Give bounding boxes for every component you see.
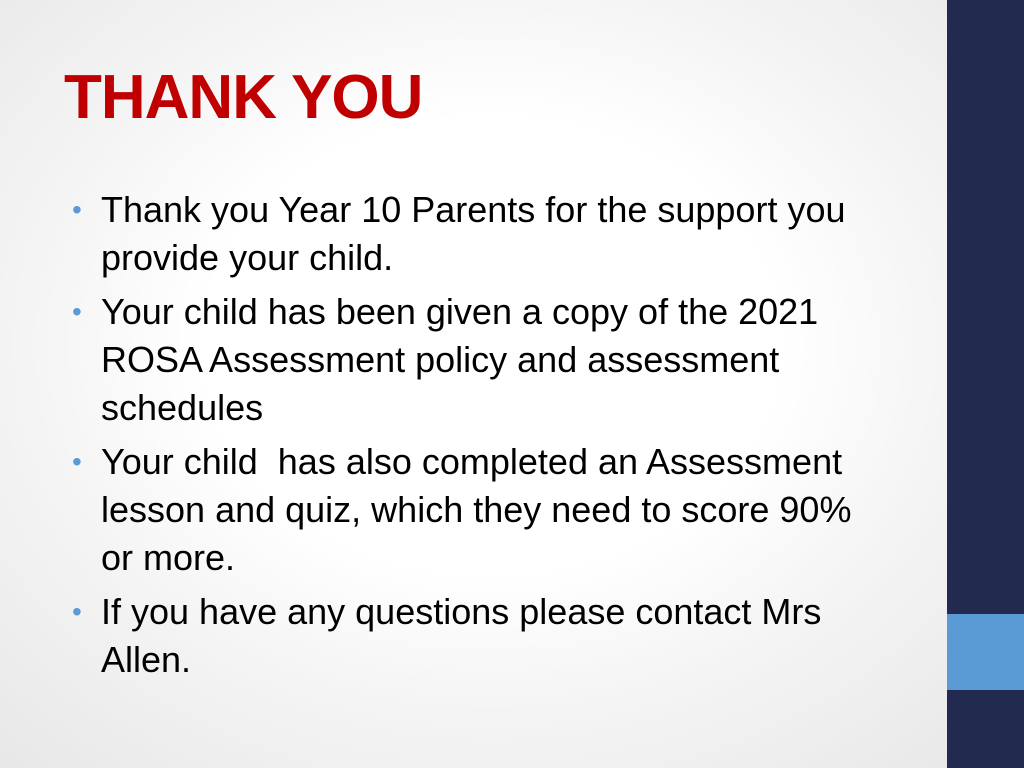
bullet-item [72,588,872,684]
bullet-dot-icon: • [72,596,82,627]
bullet-text: Your child has been given a copy of the 2021 ROSA Assessment policy and assessment schedules [101,291,819,428]
right-sidebar-accent [947,614,1024,690]
bullet-dot-icon: • [72,296,82,327]
bullet-item [72,288,872,432]
bullet-item [72,186,872,282]
bullet-text: Thank you Year 10 Parents for the support you provide your child. [101,189,846,278]
slide-title: THANK YOU [64,63,423,132]
bullet-dot-icon: • [72,446,82,477]
bullet-list [72,186,872,690]
bullet-item [72,438,872,582]
bullet-text: If you have any questions please contact Mrs Allen. [101,591,822,680]
bullet-text: Your child has also completed an Assessment lesson and quiz, which they need to score 90% or more. [101,441,862,578]
bullet-dot-icon: • [72,194,82,225]
